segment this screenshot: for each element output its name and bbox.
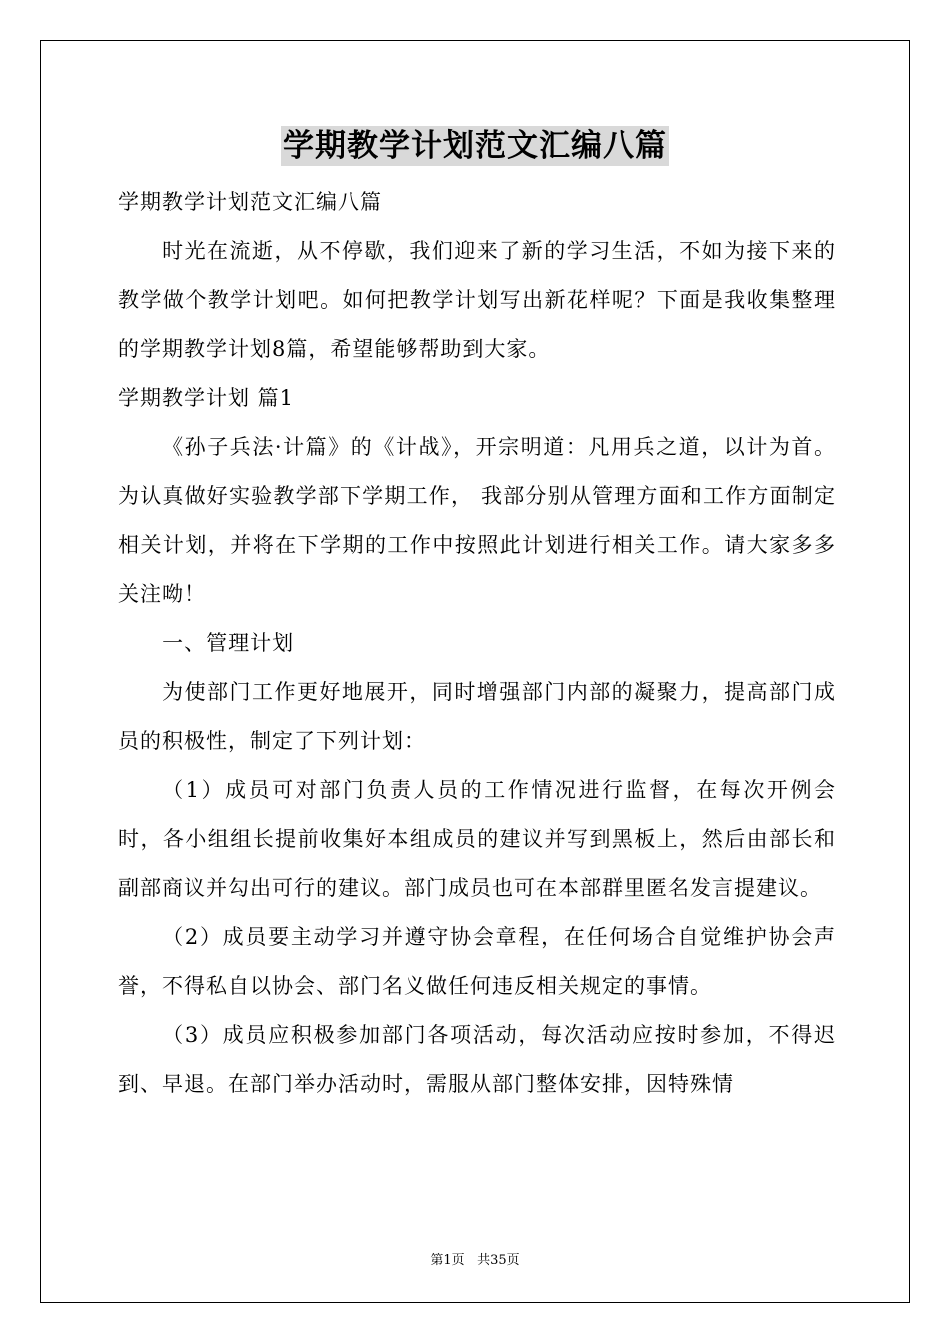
paragraph-intro: 时光在流逝，从不停歇，我们迎来了新的学习生活，不如为接下来的教学做个教学计划吧。如何把教学计划写出新花样呢？下面是我收集整理的学期教学计划8篇，希望能够帮助到大家。: [118, 239, 836, 361]
paragraph-sunzi: 《孙子兵法·计篇》的《计战》，开宗明道：凡用兵之道，以计为首。为认真做好实验教学部下学期工作， 我部分别从管理方面和工作方面制定相关计划，并将在下学期的工作中按照此计划进行相关工作。请大家多多关注呦！: [118, 435, 836, 606]
list-item-2: （2）成员要主动学习并遵守协会章程，在任何场合自觉维护协会声誉，不得私自以协会、部门名义做任何违反相关规定的事情。: [118, 925, 836, 998]
list-item-3: （3）成员应积极参加部门各项活动，每次活动应按时参加，不得迟到、早退。在部门举办活动时，需服从部门整体安排，因特殊情: [118, 1023, 836, 1096]
total-pages: 共35页: [477, 1253, 520, 1268]
list-item-1: （1）成员可对部门负责人员的工作情况进行监督，在每次开例会时，各小组组长提前收集好本组成员的建议并写到黑板上，然后由部长和副部商议并勾出可行的建议。部门成员也可在本部群里匿名发言提建议。: [118, 778, 836, 900]
paragraph-management-intro: 为使部门工作更好地展开，同时增强部门内部的凝聚力，提高部门成员的积极性，制定了下列计划：: [118, 680, 836, 753]
page-footer: [0, 1249, 950, 1268]
paragraph-subtitle: 学期教学计划范文汇编八篇: [118, 190, 382, 214]
section-heading-1: 学期教学计划 篇1: [118, 386, 295, 410]
document-title: 学期教学计划范文汇编八篇: [283, 128, 667, 164]
page-number: 第1页: [430, 1253, 465, 1268]
subheading-management-plan: 一、管理计划: [162, 631, 295, 655]
document-body: [118, 178, 836, 1109]
title-container: [0, 126, 950, 166]
